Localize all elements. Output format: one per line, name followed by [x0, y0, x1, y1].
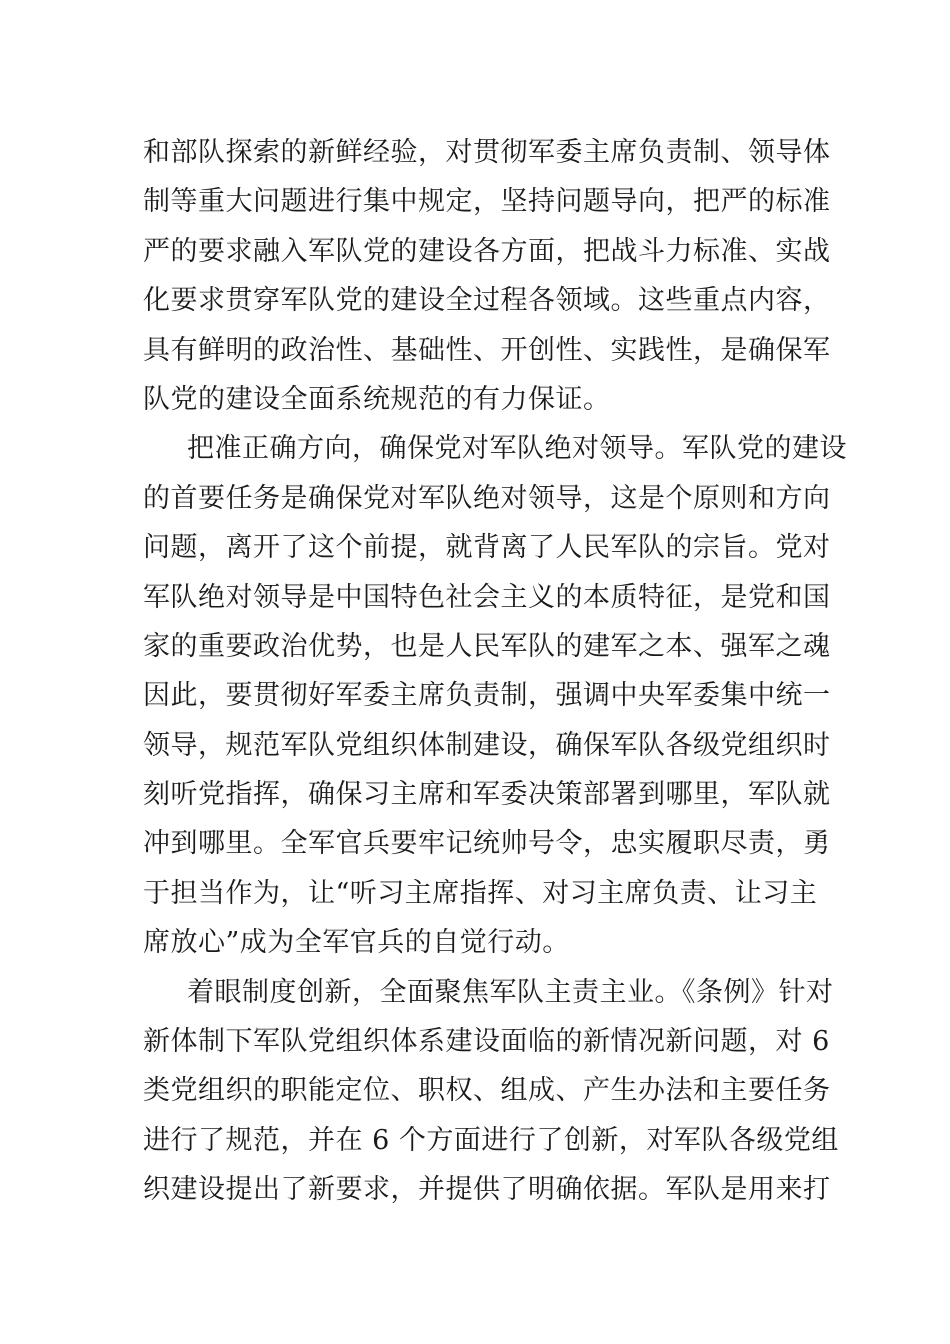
text-line: 织建设提出了新要求，并提供了明确依据。军队是用来打	[143, 1174, 831, 1206]
text-line: 领导，规范军队党组织体制建设，确保军队各级党组织时	[143, 729, 831, 761]
text-line: 进行了规范，并在 6 个方面进行了创新，对军队各级党组	[143, 1124, 839, 1156]
text-line: 着眼制度创新，全面聚焦军队主责主业。《条例》针对	[187, 976, 834, 1008]
text-line: 制等重大问题进行集中规定，坚持问题导向，把严的标准	[143, 186, 831, 218]
text-line: 类党组织的职能定位、职权、组成、产生办法和主要任务	[143, 1075, 831, 1107]
text-line: 具有鲜明的政治性、基础性、开创性、实践性，是确保军	[143, 334, 831, 366]
text-line: 冲到哪里。全军官兵要牢记统帅号令，忠实履职尽责，勇	[143, 828, 831, 860]
text-line: 把准正确方向，确保党对军队绝对领导。军队党的建设	[187, 433, 847, 465]
text-line: 刻听党指挥，确保习主席和军委决策部署到哪里，军队就	[143, 779, 831, 811]
paragraph-2	[143, 424, 847, 967]
paragraph-3	[143, 968, 839, 1215]
text-line: 家的重要政治优势，也是人民军队的建军之本、强军之魂	[143, 630, 831, 662]
paragraph-1	[143, 128, 831, 424]
text-line: 于担当作为，让“听习主席指挥、对习主席负责、让习主	[143, 877, 818, 909]
text-line: 化要求贯穿军队党的建设全过程各领域。这些重点内容，	[143, 285, 831, 317]
text-line: 因此，要贯彻好军委主席负责制，强调中央军委集中统一	[143, 680, 831, 712]
text-line: 和部队探索的新鲜经验，对贯彻军委主席负责制、领导体	[143, 137, 831, 168]
text-line: 的首要任务是确保党对军队绝对领导，这是个原则和方向	[143, 482, 831, 514]
document-body	[143, 128, 847, 1215]
text-line: 席放心”成为全军官兵的自觉行动。	[143, 927, 570, 959]
text-line: 新体制下军队党组织体系建设面临的新情况新问题，对 6	[143, 1026, 830, 1058]
text-line: 队党的建设全面系统规范的有力保证。	[143, 383, 611, 415]
text-line: 严的要求融入军队党的建设各方面，把战斗力标准、实战	[143, 235, 831, 267]
text-line: 问题，离开了这个前提，就背离了人民军队的宗旨。党对	[143, 532, 831, 564]
text-line: 军队绝对领导是中国特色社会主义的本质特征，是党和国	[143, 581, 831, 613]
